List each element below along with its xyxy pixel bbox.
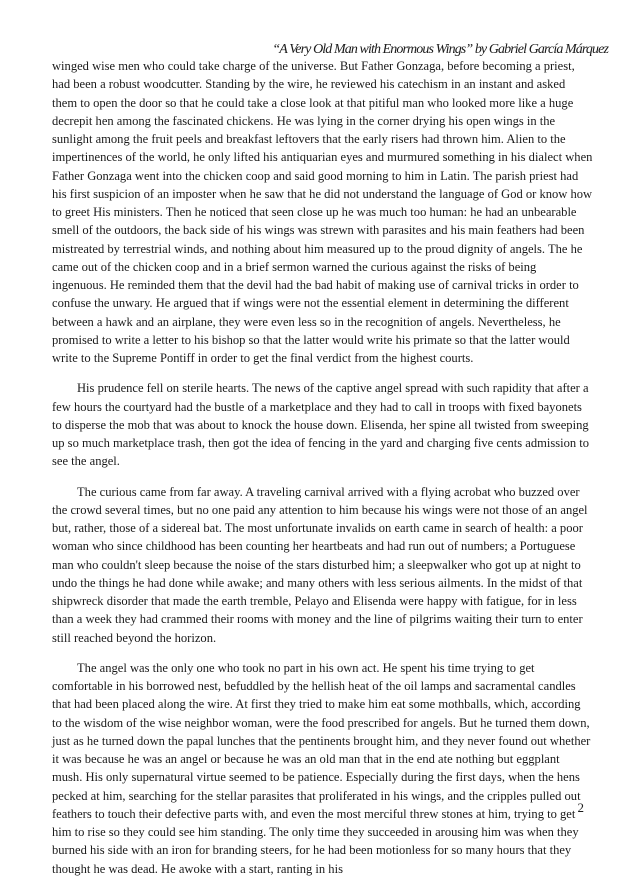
paragraph: His prudence fell on sterile hearts. The news of the captive angel spread with such rapidity that after a few hours the courtyard had the bustle of a marketplace and they had to call in troops with fixed bayonets to disperse the mob that was about to knock the house down. Elisenda, her spine all twisted from sweeping up so much marketplace trash, then got the idea of fencing in the yard and charging five cents admission to see the angel.	[52, 381, 590, 469]
paragraph: The angel was the only one who took no part in his own act. He spent his time trying to get comfortable in his borrowed nest, befuddled by the hellish heat of the oil lamps and sacramental candles that had been placed along the wire. At first they tried to make him eat some mothballs, which, according to the wisdom of the wise neighbor woman, were the food prescribed for angels. But he turned them down, just as he turned down the papal lunches that the pentinents brought him, and they never found out whether it was because he was an angel or because he was an old man that in the end ate nothing but eggplant mush. His only supernatural virtue seemed to be patience. Especially during the first days, when the hens pecked at him, searching for the stellar parasites that proliferated in his wings, and the cripples pulled out feathers to touch their defective parts with, and even the most merciful threw stones at him, trying to get him to rise so they could see him standing. The only time they succeeded in arousing him was when they burned his side with an iron for branding steers, for he had been motionless for so many hours that they thought he was dead. He awoke with a start, ranting in his	[52, 660, 591, 876]
running-header: “A Very Old Man with Enormous Wings” by Gabriel García Márquez	[272, 42, 608, 57]
paragraph: The curious came from far away. A traveling carnival arrived with a flying acrobat who buzzed over the crowd several times, but no one paid any attention to him because his wings were not those of an angel but, rather, those of a sidereal bat. The most unfortunate invalids on earth came in search of health: a poor woman who since childhood has been counting her heartbeats and had run out of numbers; a Portuguese man who couldn't sleep because the noise of the stars disturbed him; a sleepwalker who got up at night to undo the things he had done while awake; and many others with less serious ailments. In the midst of that shipwreck disorder that made the earth tremble, Pelayo and Elisenda were happy with fatigue, for in less than a week they had crammed their rooms with money and the line of pilgrims waiting their turn to enter still reached beyond the horizon.	[52, 484, 588, 645]
page-number: 2	[577, 800, 584, 815]
story-body	[52, 57, 593, 878]
paragraph-continued: winged wise men who could take charge of the universe. But Father Gonzaga, before becoming a priest, had been a robust woodcutter. Standing by the wire, he reviewed his catechism in an instant and asked them to open the door so that he could take a close look at that pitiful man who looked more like a huge decrepit hen among the fascinated chickens. He was lying in the corner drying his open wings in the sunlight among the fruit peels and breakfast leftovers that the early risers had thrown him. Alien to the impertinences of the world, he only lifted his antiquarian eyes and murmured something in his dialect when Father Gonzaga went into the chicken coop and said good morning to him in Latin. The parish priest had his first suspicion of an imposter when he saw that he did not understand the language of God or know how to greet His ministers. Then he noticed that seen close up he was much too human: he had an unbearable smell of the outdoors, the back side of his wings was strewn with parasites and his main feathers had been mistreated by terrestrial winds, and nothing about him measured up to the proud dignity of angels. The he came out of the chicken coop and in a brief sermon warned the curious against the risks of being ingenuous. He reminded them that the devil had the bad habit of making use of carnival tricks in order to confuse the unwary. He argued that if wings were not the essential element in determining the different between a hawk and an airplane, they were even less so in the recognition of angels. Nevertheless, he promised to write a letter to his bishop so that the latter would write his primate so that the latter would write to the Supreme Pontiff in order to get the final verdict from the highest courts.	[52, 59, 593, 365]
